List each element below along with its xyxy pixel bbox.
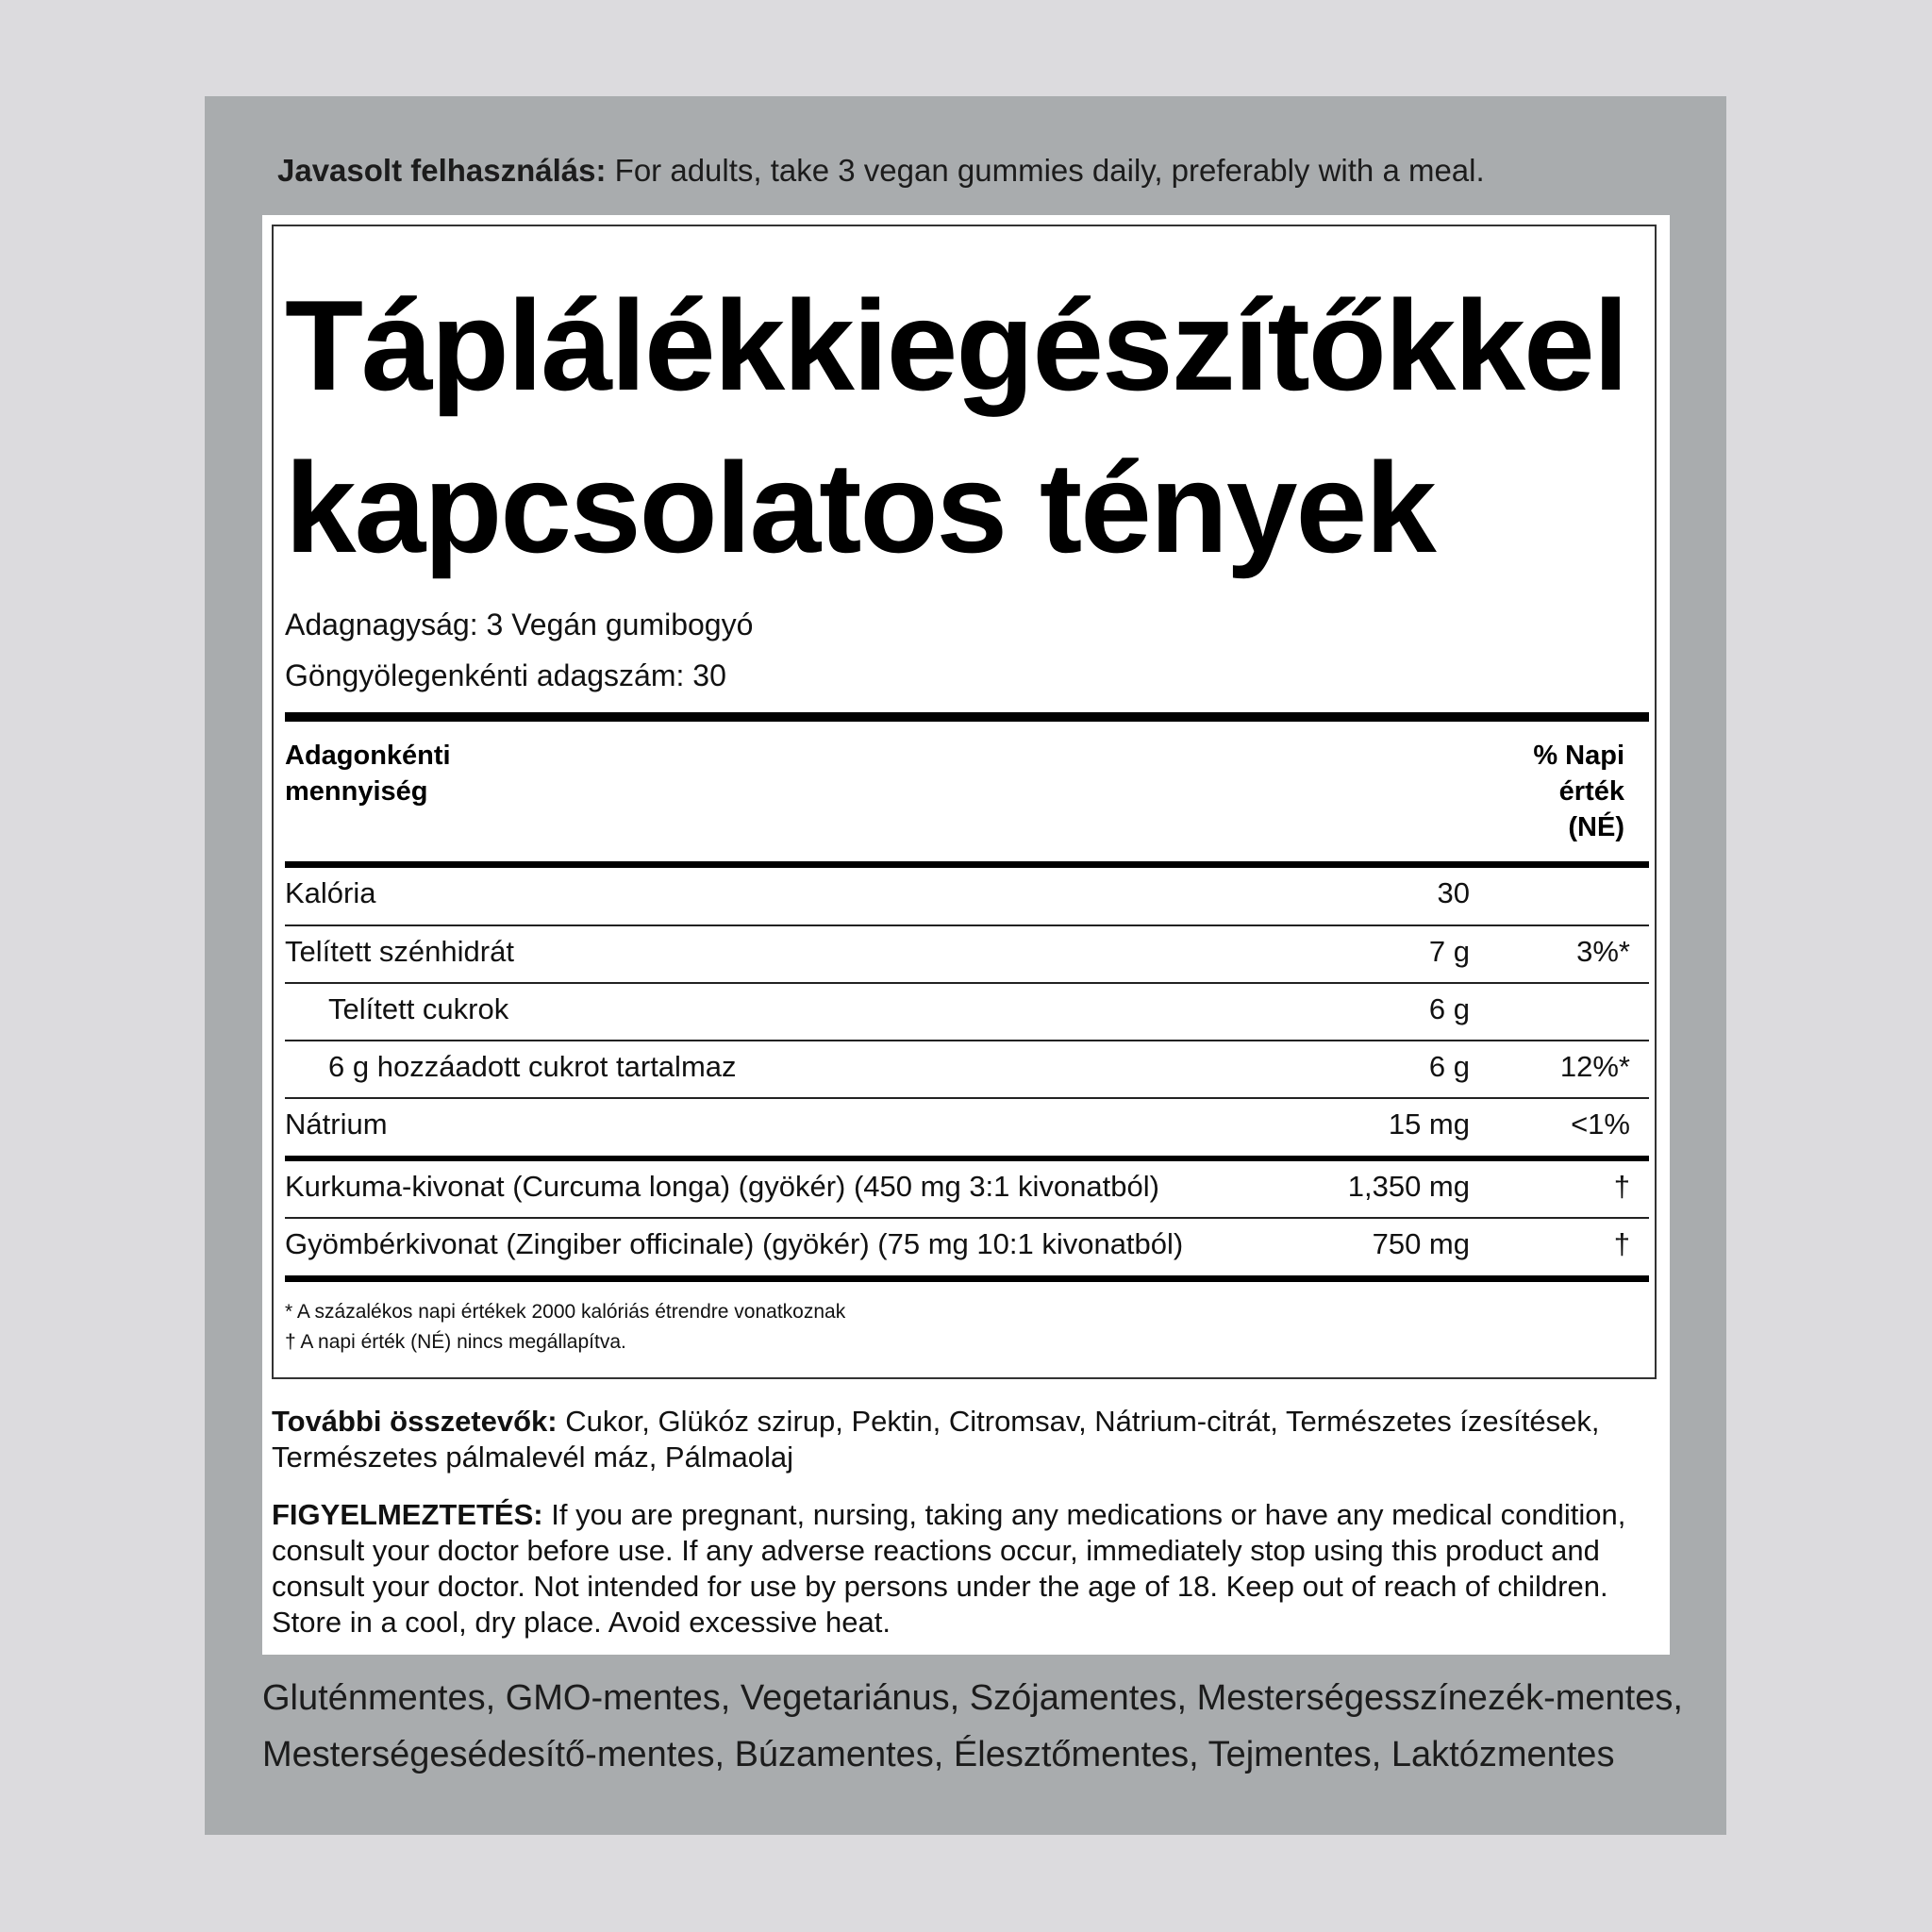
suggested-use-text: For adults, take 3 vegan gummies daily, preferably with a meal. xyxy=(614,153,1485,188)
nutrient-amount: 7 g xyxy=(1428,935,1470,968)
nutrient-amount: 15 mg xyxy=(1388,1108,1470,1141)
nutrient-row xyxy=(285,981,1649,1038)
nutrient-amount: 750 mg xyxy=(1372,1227,1470,1260)
nutrient-name: Nátrium xyxy=(285,1108,388,1141)
header-amount-line1: Adagonkénti xyxy=(285,741,451,771)
nutrient-dv: <1% xyxy=(1571,1108,1630,1141)
warning-label: FIGYELMEZTETÉS: xyxy=(272,1498,543,1531)
suggested-use xyxy=(277,151,1692,191)
footnote-daily-value: * A százalékos napi értékek 2000 kalóriás étrendre vonatkoznak xyxy=(285,1301,846,1323)
nutrient-row xyxy=(285,865,1649,922)
nutrient-row xyxy=(285,924,1649,980)
servings-per-container: Göngyölegenkénti adagszám: 30 xyxy=(285,658,726,692)
nutrient-row xyxy=(285,1096,1649,1153)
daily-value-header xyxy=(1533,738,1624,845)
nutrient-amount: 6 g xyxy=(1428,992,1470,1025)
nutrient-name: Telített cukrok xyxy=(328,992,509,1025)
header-dv-line1: % Napi xyxy=(1533,741,1624,771)
nutrient-name: 6 g hozzáadott cukrot tartalmaz xyxy=(328,1050,737,1083)
warning xyxy=(272,1497,1658,1641)
nutrient-name: Kurkuma-kivonat (Curcuma longa) (gyökér) (450 mg 3:1 kivonatból) xyxy=(285,1170,1159,1203)
warning-text: If you are pregnant, nursing, taking any medications or have any medical condition, consult your doctor before use. If any adverse reactions occur, immediately stop using this product and consult your doctor. Not intended for use by persons under the age of 18. Keep out of reach of children. Store in a cool, dry place. Avoid excessive heat. xyxy=(272,1498,1626,1639)
free-from-line2: Mesterségesédesítő-mentes, Búzamentes, Élesztőmentes, Tejmentes, Laktózmentes xyxy=(262,1735,1615,1774)
nutrient-amount: 30 xyxy=(1437,876,1470,909)
free-from-claims xyxy=(262,1670,1715,1783)
nutrient-amount: 6 g xyxy=(1428,1050,1470,1083)
suggested-use-label: Javasolt felhasználás: xyxy=(277,153,607,188)
nutrient-row xyxy=(285,1039,1649,1095)
nutrient-row xyxy=(285,1158,1649,1215)
amount-per-serving-header xyxy=(285,738,451,809)
footnote-not-established: † A napi érték (NÉ) nincs megállapítva. xyxy=(285,1331,626,1353)
other-ingredients-label: További összetevők: xyxy=(272,1405,558,1438)
other-ingredients-text: Cukor, Glükóz szirup, Pektin, Citromsav, Nátrium-citrát, Természetes ízesítések, Természetes pálmalevél máz, Pálmaolaj xyxy=(272,1405,1600,1474)
nutrient-amount: 1,350 mg xyxy=(1347,1170,1470,1203)
nutrient-dv: † xyxy=(1613,1227,1630,1260)
header-amount-line2: mennyiség xyxy=(285,776,428,807)
header-dv-line3: (NÉ) xyxy=(1568,812,1624,842)
nutrient-name: Kalória xyxy=(285,876,376,909)
other-ingredients xyxy=(272,1404,1658,1475)
thick-divider xyxy=(285,712,1649,722)
nutrient-dv: † xyxy=(1613,1170,1630,1203)
nutrient-row xyxy=(285,1216,1649,1273)
nutrient-name: Gyömbérkivonat (Zingiber officinale) (gyökér) (75 mg 10:1 kivonatból) xyxy=(285,1227,1184,1260)
facts-title-line2: kapcsolatos tények xyxy=(285,436,1435,579)
facts-title-line1: Táplálékkiegészítőkkel xyxy=(285,274,1627,417)
free-from-line1: Gluténmentes, GMO-mentes, Vegetariánus, Szójamentes, Mesterségesszínezék-mentes, xyxy=(262,1678,1683,1718)
medium-divider xyxy=(285,1275,1649,1282)
nutrient-name: Telített szénhidrát xyxy=(285,935,514,968)
facts-title xyxy=(285,264,1657,589)
serving-size: Adagnagyság: 3 Vegán gumibogyó xyxy=(285,608,754,641)
header-dv-line2: érték xyxy=(1558,776,1624,807)
supplement-facts-box xyxy=(272,225,1657,1379)
nutrient-dv: 3%* xyxy=(1576,935,1630,968)
nutrient-dv: 12%* xyxy=(1559,1050,1630,1083)
